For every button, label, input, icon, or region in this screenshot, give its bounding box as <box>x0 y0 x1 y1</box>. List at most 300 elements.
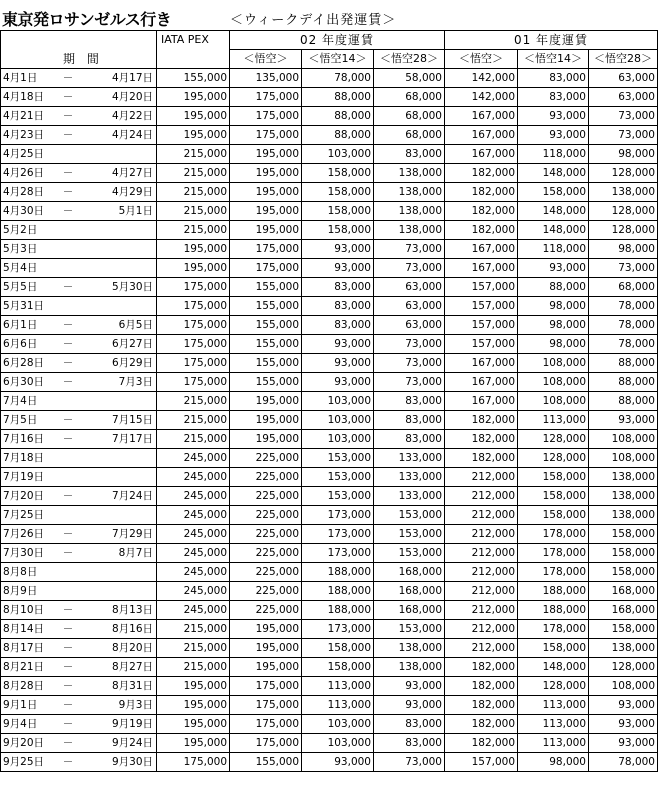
fy01-goku28-fare: 138,000 <box>589 183 658 202</box>
period-range-dash: － <box>62 91 74 103</box>
period-end-date: 8月7日 <box>118 547 153 559</box>
iata-pex-fare: 215,000 <box>157 639 230 658</box>
fy02-goku28-fare: 138,000 <box>374 202 445 221</box>
fy02-goku28-fare: 63,000 <box>374 297 445 316</box>
fy02-goku28-fare: 63,000 <box>374 278 445 297</box>
fy02-goku28-fare: 63,000 <box>374 316 445 335</box>
fy01-goku-fare: 167,000 <box>445 126 518 145</box>
fy02-goku28-fare: 153,000 <box>374 506 445 525</box>
period-start-date: 7月5日 <box>3 414 38 426</box>
iata-pex-fare: 215,000 <box>157 620 230 639</box>
period-range-dash: － <box>62 699 74 711</box>
fy02-goku28-fare: 168,000 <box>374 582 445 601</box>
table-row <box>1 430 658 449</box>
fy02-goku-fare: 155,000 <box>230 316 302 335</box>
fy02-goku14-fare: 158,000 <box>302 639 374 658</box>
fy02-goku-fare: 195,000 <box>230 392 302 411</box>
table-row <box>1 563 658 582</box>
period-end-date: 8月31日 <box>111 680 153 692</box>
fare-table-header <box>1 31 658 69</box>
fy02-goku14-header: ＜悟空14＞ <box>302 50 374 69</box>
fy01-goku-fare: 212,000 <box>445 468 518 487</box>
period-range-dash: － <box>62 357 74 369</box>
fy01-goku14-fare: 148,000 <box>518 202 589 221</box>
period-cell <box>1 525 157 544</box>
fy01-goku-fare: 182,000 <box>445 449 518 468</box>
fy01-goku-fare: 182,000 <box>445 430 518 449</box>
fy01-goku14-fare: 83,000 <box>518 88 589 107</box>
fy02-goku28-fare: 138,000 <box>374 183 445 202</box>
period-cell <box>1 734 157 753</box>
fy01-goku-fare: 167,000 <box>445 354 518 373</box>
fy01-goku28-fare: 68,000 <box>589 278 658 297</box>
fy01-goku-fare: 182,000 <box>445 411 518 430</box>
fy01-goku14-fare: 88,000 <box>518 278 589 297</box>
period-cell <box>1 316 157 335</box>
period-start-date: 4月21日 <box>3 110 45 122</box>
period-start-date: 7月30日 <box>3 547 45 559</box>
fy02-goku28-fare: 133,000 <box>374 449 445 468</box>
iata-pex-column-header: IATA PEX <box>157 31 230 69</box>
iata-pex-fare: 195,000 <box>157 107 230 126</box>
fy02-goku-fare: 195,000 <box>230 658 302 677</box>
period-start-date: 7月20日 <box>3 490 45 502</box>
period-start-date: 6月1日 <box>3 319 38 331</box>
table-row <box>1 316 658 335</box>
period-end-date: 8月13日 <box>111 604 153 616</box>
period-range-dash: － <box>62 319 74 331</box>
iata-pex-fare: 215,000 <box>157 145 230 164</box>
table-row <box>1 88 658 107</box>
fy01-goku14-fare: 188,000 <box>518 601 589 620</box>
period-range-dash: － <box>62 490 74 502</box>
table-row <box>1 240 658 259</box>
fy01-goku-fare: 182,000 <box>445 221 518 240</box>
fy02-goku14-fare: 93,000 <box>302 373 374 392</box>
fy01-goku28-fare: 128,000 <box>589 221 658 240</box>
iata-pex-fare: 215,000 <box>157 202 230 221</box>
period-cell <box>1 164 157 183</box>
period-cell <box>1 278 157 297</box>
period-range-dash: － <box>62 186 74 198</box>
iata-pex-fare: 195,000 <box>157 696 230 715</box>
fy02-goku14-fare: 158,000 <box>302 183 374 202</box>
table-row <box>1 677 658 696</box>
fy02-goku14-fare: 83,000 <box>302 278 374 297</box>
period-cell <box>1 202 157 221</box>
period-start-date: 4月25日 <box>3 148 45 160</box>
fy01-goku28-fare: 108,000 <box>589 677 658 696</box>
fy01-goku28-fare: 93,000 <box>589 734 658 753</box>
iata-pex-fare: 245,000 <box>157 487 230 506</box>
fy02-goku-fare: 195,000 <box>230 430 302 449</box>
period-range-dash: － <box>62 718 74 730</box>
table-row <box>1 449 658 468</box>
period-end-date: 6月29日 <box>111 357 153 369</box>
fy01-goku-fare: 212,000 <box>445 601 518 620</box>
period-start-date: 8月14日 <box>3 623 45 635</box>
period-start-date: 8月9日 <box>3 585 38 597</box>
table-row <box>1 107 658 126</box>
period-end-date: 4月27日 <box>111 167 153 179</box>
fy01-goku28-fare: 168,000 <box>589 601 658 620</box>
fy02-goku28-fare: 133,000 <box>374 468 445 487</box>
period-end-date: 4月29日 <box>111 186 153 198</box>
fy01-goku-fare: 142,000 <box>445 88 518 107</box>
fy02-goku14-fare: 103,000 <box>302 145 374 164</box>
fy02-goku28-fare: 83,000 <box>374 392 445 411</box>
period-end-date: 7月24日 <box>111 490 153 502</box>
table-row <box>1 411 658 430</box>
period-start-date: 4月28日 <box>3 186 45 198</box>
period-end-date: 9月19日 <box>111 718 153 730</box>
period-end-date: 8月20日 <box>111 642 153 654</box>
iata-pex-fare: 215,000 <box>157 183 230 202</box>
fy01-goku-fare: 212,000 <box>445 620 518 639</box>
fare-table-body <box>1 69 658 772</box>
fy01-goku-fare: 182,000 <box>445 183 518 202</box>
table-row <box>1 297 658 316</box>
table-row <box>1 373 658 392</box>
table-row <box>1 392 658 411</box>
fy01-goku-fare: 167,000 <box>445 259 518 278</box>
period-end-date: 4月17日 <box>111 72 153 84</box>
period-start-date: 9月20日 <box>3 737 45 749</box>
fy01-goku-fare: 142,000 <box>445 69 518 88</box>
fy02-goku28-fare: 138,000 <box>374 658 445 677</box>
table-row <box>1 354 658 373</box>
fy02-goku-fare: 175,000 <box>230 107 302 126</box>
period-start-date: 4月23日 <box>3 129 45 141</box>
fy01-goku14-fare: 113,000 <box>518 411 589 430</box>
iata-pex-fare: 215,000 <box>157 411 230 430</box>
fy01-goku14-fare: 158,000 <box>518 487 589 506</box>
fy01-goku28-fare: 138,000 <box>589 468 658 487</box>
fy02-goku14-fare: 158,000 <box>302 202 374 221</box>
period-start-date: 7月19日 <box>3 471 45 483</box>
fy01-goku-fare: 182,000 <box>445 677 518 696</box>
fy01-goku28-fare: 108,000 <box>589 449 658 468</box>
period-range-dash: － <box>62 737 74 749</box>
table-row <box>1 145 658 164</box>
fy01-goku28-header: ＜悟空28＞ <box>589 50 658 69</box>
fy02-goku-fare: 175,000 <box>230 88 302 107</box>
fy01-goku14-fare: 178,000 <box>518 563 589 582</box>
fy02-goku14-fare: 88,000 <box>302 126 374 145</box>
fy01-goku14-fare: 158,000 <box>518 468 589 487</box>
period-cell <box>1 69 157 88</box>
fy02-goku14-fare: 188,000 <box>302 601 374 620</box>
fy02-goku14-fare: 173,000 <box>302 620 374 639</box>
fy01-goku14-fare: 83,000 <box>518 69 589 88</box>
fy02-goku28-fare: 168,000 <box>374 563 445 582</box>
period-start-date: 7月25日 <box>3 509 45 521</box>
fy01-goku28-fare: 88,000 <box>589 373 658 392</box>
period-start-date: 5月4日 <box>3 262 38 274</box>
fy01-goku14-fare: 128,000 <box>518 430 589 449</box>
table-row <box>1 639 658 658</box>
fy02-goku14-fare: 113,000 <box>302 696 374 715</box>
fy02-goku28-fare: 73,000 <box>374 373 445 392</box>
fy01-goku14-fare: 148,000 <box>518 164 589 183</box>
fy02-goku-fare: 225,000 <box>230 449 302 468</box>
period-range-dash: － <box>62 281 74 293</box>
fy01-goku28-fare: 128,000 <box>589 658 658 677</box>
iata-pex-fare: 215,000 <box>157 430 230 449</box>
period-end-date: 4月22日 <box>111 110 153 122</box>
fy02-goku28-fare: 153,000 <box>374 525 445 544</box>
fy02-goku-fare: 155,000 <box>230 278 302 297</box>
fy01-goku14-fare: 178,000 <box>518 620 589 639</box>
fy01-goku14-fare: 113,000 <box>518 715 589 734</box>
period-cell <box>1 145 157 164</box>
fy02-goku-fare: 225,000 <box>230 487 302 506</box>
fy02-goku14-fare: 93,000 <box>302 335 374 354</box>
period-cell <box>1 753 157 772</box>
fy02-goku-fare: 175,000 <box>230 677 302 696</box>
period-cell <box>1 373 157 392</box>
fy01-goku-fare: 167,000 <box>445 240 518 259</box>
fy02-goku14-fare: 103,000 <box>302 715 374 734</box>
period-end-date: 9月24日 <box>111 737 153 749</box>
fy02-goku-fare: 195,000 <box>230 221 302 240</box>
fy02-goku-fare: 175,000 <box>230 126 302 145</box>
iata-pex-fare: 195,000 <box>157 126 230 145</box>
fy01-goku28-fare: 88,000 <box>589 392 658 411</box>
fy02-goku28-fare: 153,000 <box>374 544 445 563</box>
fy01-goku28-fare: 128,000 <box>589 202 658 221</box>
period-end-date: 9月30日 <box>111 756 153 768</box>
fy01-goku14-fare: 113,000 <box>518 734 589 753</box>
fy01-goku28-fare: 158,000 <box>589 620 658 639</box>
fy02-goku14-fare: 88,000 <box>302 107 374 126</box>
fy02-goku14-fare: 153,000 <box>302 449 374 468</box>
fy01-goku14-fare: 108,000 <box>518 392 589 411</box>
iata-pex-fare: 215,000 <box>157 164 230 183</box>
fy02-goku28-fare: 83,000 <box>374 734 445 753</box>
period-cell <box>1 620 157 639</box>
fy02-goku28-fare: 83,000 <box>374 145 445 164</box>
table-row <box>1 582 658 601</box>
fy02-goku28-fare: 68,000 <box>374 126 445 145</box>
iata-pex-fare: 175,000 <box>157 316 230 335</box>
fy02-goku28-fare: 138,000 <box>374 164 445 183</box>
table-row <box>1 753 658 772</box>
period-start-date: 5月2日 <box>3 224 38 236</box>
fy01-goku14-fare: 93,000 <box>518 259 589 278</box>
fy01-goku-fare: 157,000 <box>445 753 518 772</box>
fy01-goku28-fare: 138,000 <box>589 506 658 525</box>
fy02-fares-group-header: 02 年度運賃 <box>230 31 445 50</box>
table-row <box>1 715 658 734</box>
fy02-goku14-fare: 103,000 <box>302 430 374 449</box>
fy01-goku14-fare: 148,000 <box>518 658 589 677</box>
fy02-goku-fare: 195,000 <box>230 202 302 221</box>
fy02-goku14-fare: 93,000 <box>302 240 374 259</box>
table-row <box>1 734 658 753</box>
fy02-goku28-fare: 83,000 <box>374 411 445 430</box>
table-row <box>1 164 658 183</box>
fy02-goku-fare: 225,000 <box>230 582 302 601</box>
period-end-date: 7月15日 <box>111 414 153 426</box>
period-end-date: 6月27日 <box>111 338 153 350</box>
period-cell <box>1 297 157 316</box>
fy02-goku14-fare: 153,000 <box>302 487 374 506</box>
period-cell <box>1 335 157 354</box>
table-row <box>1 487 658 506</box>
period-start-date: 6月30日 <box>3 376 45 388</box>
period-cell <box>1 544 157 563</box>
fy01-goku-fare: 212,000 <box>445 525 518 544</box>
fy02-goku-fare: 155,000 <box>230 354 302 373</box>
period-end-date: 6月5日 <box>118 319 153 331</box>
fy01-goku-fare: 182,000 <box>445 658 518 677</box>
fy01-goku28-fare: 158,000 <box>589 525 658 544</box>
period-start-date: 4月30日 <box>3 205 45 217</box>
fy02-goku28-fare: 153,000 <box>374 620 445 639</box>
iata-pex-fare: 195,000 <box>157 715 230 734</box>
period-start-date: 7月4日 <box>3 395 38 407</box>
fy02-goku-fare: 225,000 <box>230 544 302 563</box>
period-start-date: 8月8日 <box>3 566 38 578</box>
period-range-dash: － <box>62 338 74 350</box>
iata-pex-fare: 195,000 <box>157 259 230 278</box>
period-start-date: 4月1日 <box>3 72 38 84</box>
fy01-goku-fare: 167,000 <box>445 145 518 164</box>
fy02-goku14-fare: 188,000 <box>302 563 374 582</box>
fy01-goku28-fare: 63,000 <box>589 88 658 107</box>
fy01-goku-fare: 157,000 <box>445 278 518 297</box>
fy02-goku-fare: 155,000 <box>230 753 302 772</box>
period-cell <box>1 221 157 240</box>
iata-pex-fare: 195,000 <box>157 88 230 107</box>
fy02-goku14-fare: 103,000 <box>302 734 374 753</box>
fy02-goku-fare: 195,000 <box>230 411 302 430</box>
period-start-date: 7月16日 <box>3 433 45 445</box>
fy01-goku-header: ＜悟空＞ <box>445 50 518 69</box>
fy01-goku-fare: 212,000 <box>445 582 518 601</box>
fy02-goku-header: ＜悟空＞ <box>230 50 302 69</box>
period-column-header <box>1 31 157 69</box>
table-row <box>1 183 658 202</box>
fy01-goku28-fare: 158,000 <box>589 544 658 563</box>
iata-pex-fare: 195,000 <box>157 677 230 696</box>
period-range-dash: － <box>62 661 74 673</box>
fy01-goku14-fare: 128,000 <box>518 449 589 468</box>
fy01-goku28-fare: 73,000 <box>589 259 658 278</box>
period-end-date: 5月1日 <box>118 205 153 217</box>
period-range-dash: － <box>62 205 74 217</box>
table-row <box>1 506 658 525</box>
fy01-goku-fare: 212,000 <box>445 639 518 658</box>
period-start-date: 6月6日 <box>3 338 38 350</box>
iata-pex-fare: 245,000 <box>157 563 230 582</box>
fy02-goku14-fare: 83,000 <box>302 297 374 316</box>
fy01-goku-fare: 157,000 <box>445 335 518 354</box>
fy01-goku28-fare: 108,000 <box>589 430 658 449</box>
fy02-goku-fare: 195,000 <box>230 639 302 658</box>
iata-pex-fare: 245,000 <box>157 544 230 563</box>
table-row <box>1 658 658 677</box>
fy02-goku14-fare: 93,000 <box>302 753 374 772</box>
table-row <box>1 696 658 715</box>
fy01-goku28-fare: 88,000 <box>589 354 658 373</box>
iata-pex-fare: 195,000 <box>157 240 230 259</box>
fy01-goku28-fare: 138,000 <box>589 487 658 506</box>
fy01-goku14-fare: 118,000 <box>518 240 589 259</box>
iata-pex-fare: 175,000 <box>157 753 230 772</box>
fy01-goku14-fare: 108,000 <box>518 373 589 392</box>
iata-pex-fare: 245,000 <box>157 468 230 487</box>
fy02-goku-fare: 225,000 <box>230 506 302 525</box>
fy01-goku14-fare: 98,000 <box>518 297 589 316</box>
iata-pex-fare: 245,000 <box>157 525 230 544</box>
fy02-goku-fare: 175,000 <box>230 240 302 259</box>
fy02-goku28-header: ＜悟空28＞ <box>374 50 445 69</box>
table-row <box>1 126 658 145</box>
iata-pex-fare: 245,000 <box>157 601 230 620</box>
period-start-date: 8月28日 <box>3 680 45 692</box>
fare-table <box>0 30 658 772</box>
iata-pex-fare: 215,000 <box>157 658 230 677</box>
fy01-goku14-fare: 148,000 <box>518 221 589 240</box>
fy01-goku-fare: 182,000 <box>445 164 518 183</box>
period-end-date: 7月17日 <box>111 433 153 445</box>
fy02-goku14-fare: 158,000 <box>302 658 374 677</box>
fy02-goku28-fare: 83,000 <box>374 430 445 449</box>
fy01-goku28-fare: 93,000 <box>589 411 658 430</box>
period-cell <box>1 183 157 202</box>
period-end-date: 8月16日 <box>111 623 153 635</box>
period-cell <box>1 696 157 715</box>
fy01-goku28-fare: 128,000 <box>589 164 658 183</box>
fy02-goku-fare: 195,000 <box>230 183 302 202</box>
fy01-goku14-fare: 98,000 <box>518 316 589 335</box>
iata-pex-fare: 245,000 <box>157 506 230 525</box>
iata-pex-fare: 245,000 <box>157 449 230 468</box>
period-cell <box>1 430 157 449</box>
iata-pex-fare: 175,000 <box>157 373 230 392</box>
period-end-date: 8月27日 <box>111 661 153 673</box>
fy01-goku28-fare: 78,000 <box>589 335 658 354</box>
period-cell <box>1 88 157 107</box>
fy01-goku-fare: 182,000 <box>445 202 518 221</box>
fy02-goku14-fare: 188,000 <box>302 582 374 601</box>
fy01-goku14-fare: 108,000 <box>518 354 589 373</box>
fy02-goku-fare: 195,000 <box>230 620 302 639</box>
fy01-goku14-fare: 118,000 <box>518 145 589 164</box>
fy02-goku28-fare: 83,000 <box>374 715 445 734</box>
fy02-goku-fare: 155,000 <box>230 335 302 354</box>
fy01-goku28-fare: 138,000 <box>589 639 658 658</box>
header-row-groups <box>1 31 658 50</box>
table-row <box>1 620 658 639</box>
fy01-goku28-fare: 98,000 <box>589 145 658 164</box>
fy01-goku14-fare: 188,000 <box>518 582 589 601</box>
fy02-goku28-fare: 93,000 <box>374 677 445 696</box>
fy01-goku14-fare: 178,000 <box>518 544 589 563</box>
period-start-date: 9月25日 <box>3 756 45 768</box>
table-row <box>1 69 658 88</box>
period-cell <box>1 677 157 696</box>
period-cell <box>1 639 157 658</box>
period-cell <box>1 506 157 525</box>
fy02-goku14-fare: 83,000 <box>302 316 374 335</box>
fy02-goku14-fare: 158,000 <box>302 221 374 240</box>
fy01-goku28-fare: 98,000 <box>589 240 658 259</box>
fy02-goku-fare: 155,000 <box>230 373 302 392</box>
iata-pex-fare: 245,000 <box>157 582 230 601</box>
